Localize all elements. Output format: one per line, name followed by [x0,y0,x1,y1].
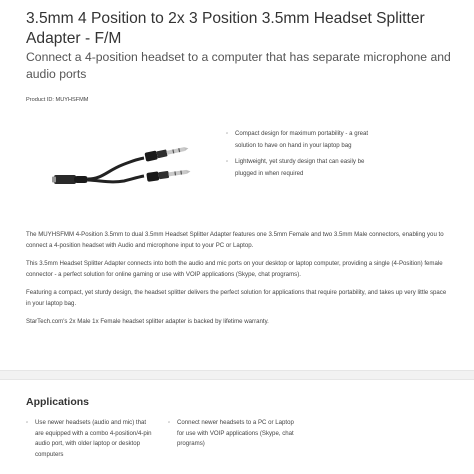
section-divider [0,370,474,380]
applications-list-col-1 [26,418,156,460]
feature-item: ◦ Lightweight, yet sturdy design that can easily be plugged in when required [226,156,376,179]
applications-heading: Applications [26,396,90,408]
description-paragraph: Featuring a compact, yet sturdy design, the headset splitter delivers the perfect solution for applications that require portability, and takes up very little space in your laptop bag. [26,289,447,307]
application-item: ◦ Connect newer headsets to a PC or Laptop for use with VOIP applications (Skype, chat programs) [168,418,298,450]
page-title: 3.5mm 4 Position to 2x 3 Position 3.5mm Headset Splitter Adapter - F/M [26,10,425,47]
headset-splitter-image [52,135,192,215]
application-item: ◦ Use newer headsets (audio and mic) that are equipped with a combo 4-position/4-pin audio port, with older laptop or desktop computers [26,418,156,460]
description-paragraph: StarTech.com's 2x Male 1x Female headset splitter adapter is backed by lifetime warranty. [26,318,269,325]
description-paragraph: The MUYHSFMM 4-Position 3.5mm to dual 3.5mm Headset Splitter Adapter features one 3.5mm Female and two 3.5mm Male connectors, enabling you to connect a 4-position headset with Audio and microphone input to your PC or Laptop. [26,231,444,249]
applications-list-col-2 [168,418,298,450]
male-connector-1 [144,144,189,162]
female-connector [52,175,88,184]
page-subtitle: Connect a 4-position headset to a computer that has separate microphone and audio ports [26,50,451,81]
feature-item: ◦ Compact design for maximum portability - a great solution to have on hand in your laptop bag [226,128,376,151]
product-id: Product ID: MUYHSFMM [26,97,89,103]
feature-list [226,128,376,184]
description-paragraph: This 3.5mm Headset Splitter Adapter connects into both the audio and mic ports on your desktop or laptop computer, providing a single (4-Position) female connector - a perfect solution for online gaming or use with VOIP applications (Skype, chat programs). [26,260,443,278]
product-description [26,230,451,336]
male-connector-2 [146,167,191,182]
